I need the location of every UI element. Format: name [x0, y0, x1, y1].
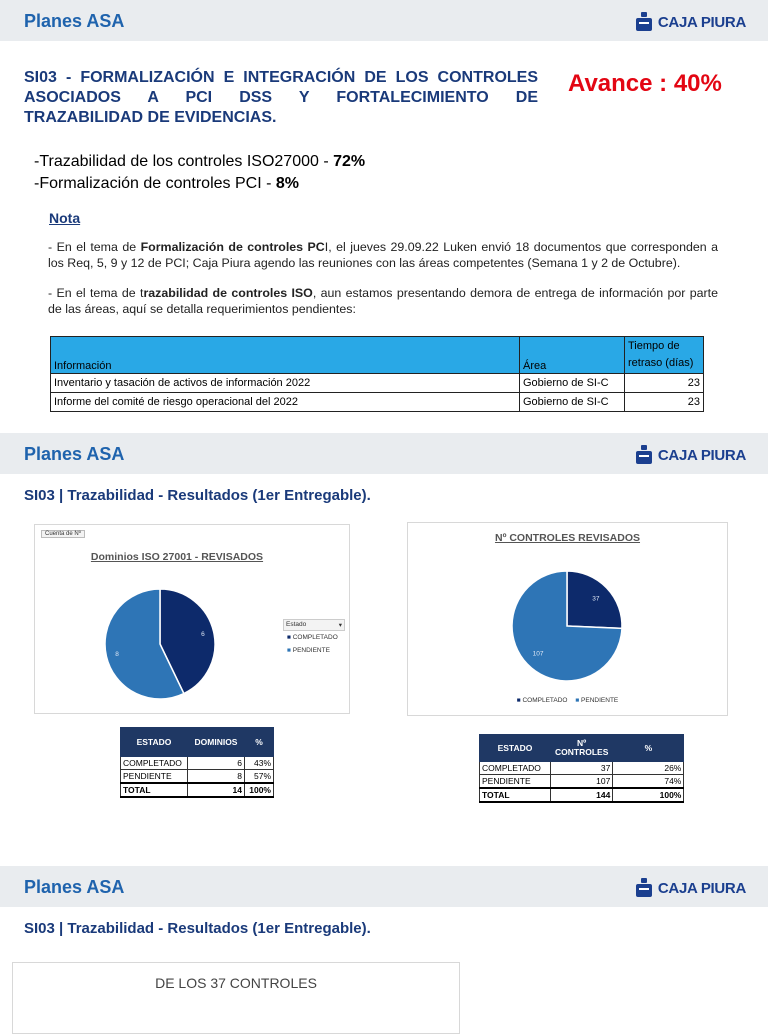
- title-line: SI03 - FORMALIZACIÓN E INTEGRACIÓN DE LOS CONTROLES: [24, 69, 538, 86]
- pivot-field-tag: Cuenta de Nº: [41, 530, 85, 538]
- pending-requirements-table: [50, 336, 704, 412]
- cell: 43%: [245, 757, 274, 770]
- cell: 107: [551, 775, 613, 789]
- chart-legend: [283, 619, 345, 654]
- slide-subtitle: SI03 | Trazabilidad - Resultados (1er Entregable).: [24, 487, 371, 504]
- cell-informacion: Informe del comité de riesgo operacional del 2022: [51, 393, 520, 412]
- table-header-row: [480, 735, 684, 762]
- logo-icon: [633, 11, 655, 33]
- pie-data-label: 8: [115, 650, 119, 658]
- legend-label: COMPLETADO: [292, 634, 338, 641]
- table-total-row: [480, 788, 684, 802]
- table-row: [480, 775, 684, 789]
- cell: TOTAL: [480, 788, 551, 802]
- cell-area: Gobierno de SI-C: [520, 393, 625, 412]
- legend-label: PENDIENTE: [292, 647, 330, 654]
- legend-label: COMPLETADO: [522, 697, 568, 704]
- table-row: [121, 757, 274, 770]
- para-bold: razabilidad de controles ISO: [143, 286, 313, 300]
- note-paragraph-iso: [48, 285, 718, 317]
- legend-swatch: ■: [516, 697, 523, 704]
- table-row: [121, 770, 274, 784]
- cell: 74%: [613, 775, 684, 789]
- cell: PENDIENTE: [480, 775, 551, 789]
- bullet-iso: [34, 153, 365, 171]
- legend-swatch: ■: [575, 697, 582, 704]
- cell: 144: [551, 788, 613, 802]
- col-header-informacion: Información: [51, 337, 520, 374]
- cell-area: Gobierno de SI-C: [520, 374, 625, 393]
- cell: 100%: [245, 783, 274, 797]
- col-header-retraso: Tiempo de retraso (días): [625, 337, 704, 374]
- logo-icon: [633, 877, 655, 899]
- logo-text: CAJA PIURA: [657, 13, 746, 31]
- cell: COMPLETADO: [480, 762, 551, 775]
- chart-legend: [408, 697, 727, 704]
- cell: COMPLETADO: [121, 757, 188, 770]
- slide-1: [0, 0, 768, 430]
- caja-piura-logo: [633, 875, 746, 901]
- cell: PENDIENTE: [121, 770, 188, 784]
- pie-chart-controles: [408, 553, 727, 693]
- para-bold: Formalización de controles PC: [140, 240, 325, 254]
- bullet-value: 72%: [333, 153, 366, 170]
- title-line: TRAZABILIDAD DE EVIDENCIAS.: [24, 109, 277, 126]
- logo-text: CAJA PIURA: [657, 879, 746, 897]
- chart-title: Nº CONTROLES REVISADOS: [494, 532, 641, 544]
- legend-item: [287, 647, 345, 654]
- logo-text: CAJA PIURA: [657, 446, 746, 464]
- cell: 14: [188, 783, 245, 797]
- para-text: , aun estamos presentando demora de entrega de información por parte de las áreas, aquí se detalla requerimientos pendientes:: [48, 286, 718, 316]
- summary-table-dominios: [120, 727, 274, 798]
- caja-piura-logo: [633, 442, 746, 468]
- col-header: ESTADO: [121, 728, 188, 757]
- cell-retraso: 23: [625, 374, 704, 393]
- cell: 6: [188, 757, 245, 770]
- table-row: [51, 393, 704, 412]
- table-row: [51, 374, 704, 393]
- header-title: Planes ASA: [24, 877, 125, 897]
- table-header-row: [121, 728, 274, 757]
- table-total-row: [121, 783, 274, 797]
- col-header: DOMINIOS: [188, 728, 245, 757]
- chart-card-37-controles: [12, 962, 460, 1034]
- table-row: [480, 762, 684, 775]
- cell: 8: [188, 770, 245, 784]
- col-header: %: [245, 728, 274, 757]
- table-header-row: [51, 337, 704, 374]
- cell: TOTAL: [121, 783, 188, 797]
- col-header-area: Área: [520, 337, 625, 374]
- chart-title: Dominios ISO 27001 - REVISADOS: [90, 551, 264, 563]
- nota-heading: Nota: [49, 210, 81, 226]
- bullet-text: -Trazabilidad de los controles ISO27000 -: [34, 153, 334, 170]
- para-text: I, el jueves 29.09.22 Luken envió 18 documentos que corresponden a los Req, 5, 9 y 12 de PCI; Caja Piura agendo las reuniones con las áreas competentes (Semana 1 y 2 de Octubre).: [48, 240, 718, 270]
- para-text: - En el tema de: [48, 240, 141, 254]
- cell: 37: [551, 762, 613, 775]
- bullet-text: -Formalización de controles PCI -: [34, 175, 276, 192]
- pie-data-label: 37: [592, 595, 600, 603]
- legend-title: Estado: [286, 621, 307, 628]
- slide-subtitle: SI03 | Trazabilidad - Resultados (1er Entregable).: [24, 920, 371, 937]
- slide-header: [0, 866, 768, 907]
- cell: 26%: [613, 762, 684, 775]
- progress-label: Avance : 40%: [568, 70, 722, 97]
- col-header: ESTADO: [480, 735, 551, 762]
- caja-piura-logo: [633, 9, 746, 35]
- legend-swatch: ■: [287, 647, 293, 654]
- chart-card-dominios: [34, 524, 350, 714]
- header-title: Planes ASA: [24, 444, 125, 464]
- pie-data-label: 6: [201, 631, 205, 639]
- slide-header: [0, 433, 768, 474]
- para-text: - En el tema de t: [48, 286, 144, 300]
- slide-title: [24, 68, 538, 128]
- slide-header: [0, 0, 768, 41]
- legend-swatch: ■: [287, 634, 293, 641]
- col-header: %: [613, 735, 684, 762]
- chart-card-controles: [407, 522, 728, 716]
- slide-2: [0, 433, 768, 863]
- bullet-pci: [34, 175, 299, 193]
- slide-3: [0, 866, 768, 1024]
- cell-informacion: Inventario y tasación de activos de información 2022: [51, 374, 520, 393]
- chevron-down-icon: ▾: [338, 622, 342, 629]
- pie-data-label: 107: [532, 650, 544, 658]
- legend-item: [287, 634, 345, 641]
- col-header: Nº CONTROLES: [551, 735, 613, 762]
- bullet-value: 8%: [275, 175, 299, 192]
- cell: 57%: [245, 770, 274, 784]
- header-title: Planes ASA: [24, 11, 125, 31]
- legend-label: PENDIENTE: [581, 697, 619, 704]
- summary-table-controles: [479, 734, 684, 803]
- chart-title: DE LOS 37 CONTROLES: [155, 975, 317, 991]
- legend-filter[interactable]: [283, 619, 345, 631]
- title-line: ASOCIADOS A PCI DSS Y FORTALECIMIENTO DE: [24, 89, 538, 106]
- logo-icon: [633, 444, 655, 466]
- cell-retraso: 23: [625, 393, 704, 412]
- cell: 100%: [613, 788, 684, 802]
- note-paragraph-pci: [48, 239, 718, 271]
